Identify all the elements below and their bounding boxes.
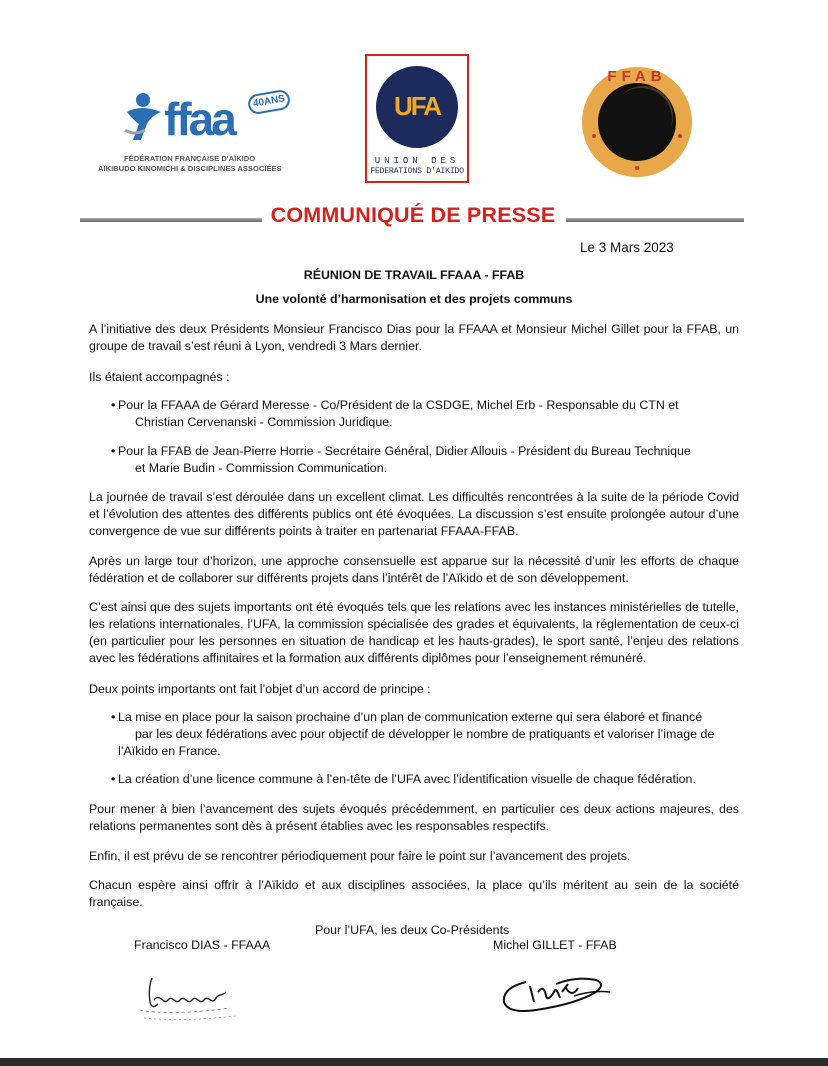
paragraph-relations: Pour mener à bien l’avancement des sujets évoqués précédemment, en particulier ces deux actions majeures, des relations permanentes sont dès à présent établies avec les responsables respectifs. (89, 802, 739, 833)
anniversary-badge: 40ANS (247, 88, 292, 115)
ffab-mark: FFAB (607, 68, 667, 85)
bullet-line: Pour la FFAAA de Gérard Meresse - Co/Président de la CSDGE, Michel Erb - Responsable du CTN et (118, 398, 679, 412)
list-item (111, 709, 715, 760)
bullet-line: Christian Cervenanski - Commission Juridique. (135, 415, 393, 429)
ffaaa-tagline-2: AÏKIBUDO KINOMICHI & DISCIPLINES ASSOCIÉES (98, 164, 282, 173)
list-item (111, 443, 691, 477)
title-rule-right (566, 218, 744, 222)
bullet-line: La création d’une licence commune à l’en-tête de l’UFA avec l’identification visuelle de chaque fédération. (118, 772, 696, 786)
signatory-right: Michel GILLET - FFAB (493, 938, 617, 952)
paragraph-accompanied: Ils étaient accompagnés : (89, 370, 230, 384)
ffab-logo (580, 66, 694, 178)
signature-right-icon (496, 962, 616, 1022)
bullet-line: et Marie Budin - Commission Communication. (135, 461, 388, 475)
paragraph-meetings: Enfin, il est prévu de se rencontrer périodiquement pour faire le point sur l’avancement des projets. (89, 849, 631, 863)
bullet-line: l’Aïkido en France. (118, 744, 221, 758)
list-item (111, 397, 679, 431)
bullet-dot-icon: • (111, 710, 116, 724)
signatory-left: Francisco DIAS - FFAAA (134, 938, 271, 952)
paragraph-agreement: Deux points importants ont fait l’objet d’un accord de principe : (89, 682, 431, 696)
paragraph-climate: La journée de travail s’est déroulée dans un excellent climat. Les difficultés rencontrées à la suite de la période Covid et l’évolution des attentes des différents publics ont été évoquées. La discussion s’est ensuite prolongée autour d’une convergence de vue sur différents points à traiter en partenariat FFAAA-FFAB. (89, 490, 739, 538)
press-release-title: COMMUNIQUÉ DE PRESSE (270, 203, 556, 227)
paragraph-consensus: Après un large tour d’horizon, une approche consensuelle est apparue sur la nécessité d’unir les efforts de chaque fédération et de collaborer sur différents projets dans l’intérêt de l’Aïkido et de son développement. (89, 554, 739, 585)
paragraph-intro: A l’initiative des deux Présidents Monsieur Francisco Dias pour la FFAAA et Monsieur Michel Gillet pour la FFAB, un groupe de travail s’est réuni à Lyon, vendredi 3 Mars dernier. (89, 322, 739, 353)
bullet-line: par les deux fédérations avec pour objectif de développer le nombre de pratiquants et valoriser l’image de (135, 727, 715, 741)
ffaaa-logo (96, 90, 296, 180)
meeting-subtitle: Une volonté d’harmonisation et des projets communs (255, 292, 573, 306)
list-item (111, 771, 696, 788)
ffaaa-wordmark: ffaa (164, 93, 234, 145)
ufa-tagline-1: UNION DES (374, 156, 460, 166)
meeting-title: RÉUNION DE TRAVAIL FFAAA - FFAB (303, 268, 525, 282)
bottom-bar (0, 1058, 828, 1066)
signatures-heading: Pour l’UFA, les deux Co-Présidents (315, 923, 510, 937)
bullet-line: La mise en place pour la saison prochaine d’un plan de communication externe qui sera élaboré et financé (118, 710, 703, 724)
paragraph-subjects: C’est ainsi que des sujets importants ont été évoqués tels que les relations avec les instances ministérielles de tutelle, les relations internationales, l’UFA, la commission spécialisée des grades et équivalents, la réglementation de ceux-ci (en particulier pour les personnes en situation de handicap et les hauts-grades), le sport santé, l’enjeu des relations avec les fédérations affinitaires et la formation aux différents diplômes pour l’enseignement rémunéré. (89, 600, 739, 665)
ffaaa-tagline-1: FÉDÉRATION FRANÇAISE D'AÏKIDO (124, 154, 256, 163)
date-line: Le 3 Mars 2023 (580, 240, 674, 255)
ufa-tagline-2: FEDERATIONS D'AIKIDO (370, 167, 464, 176)
bullet-line: Pour la FFAB de Jean-Pierre Horrie - Secrétaire Général, Didier Allouis - Président du Bureau Technique (118, 444, 691, 458)
bullet-dot-icon: • (111, 398, 116, 412)
title-rule-left (80, 218, 262, 222)
ufa-mark: UFA (394, 91, 440, 121)
signature-left-icon (130, 958, 245, 1028)
bullet-dot-icon: • (111, 772, 116, 786)
bullet-dot-icon: • (111, 444, 116, 458)
paragraph-closing: Chacun espère ainsi offrir à l’Aïkido et aux disciplines associées, la place qu’ils méritent au sein de la société française. (89, 878, 739, 909)
ufa-logo (365, 54, 469, 183)
